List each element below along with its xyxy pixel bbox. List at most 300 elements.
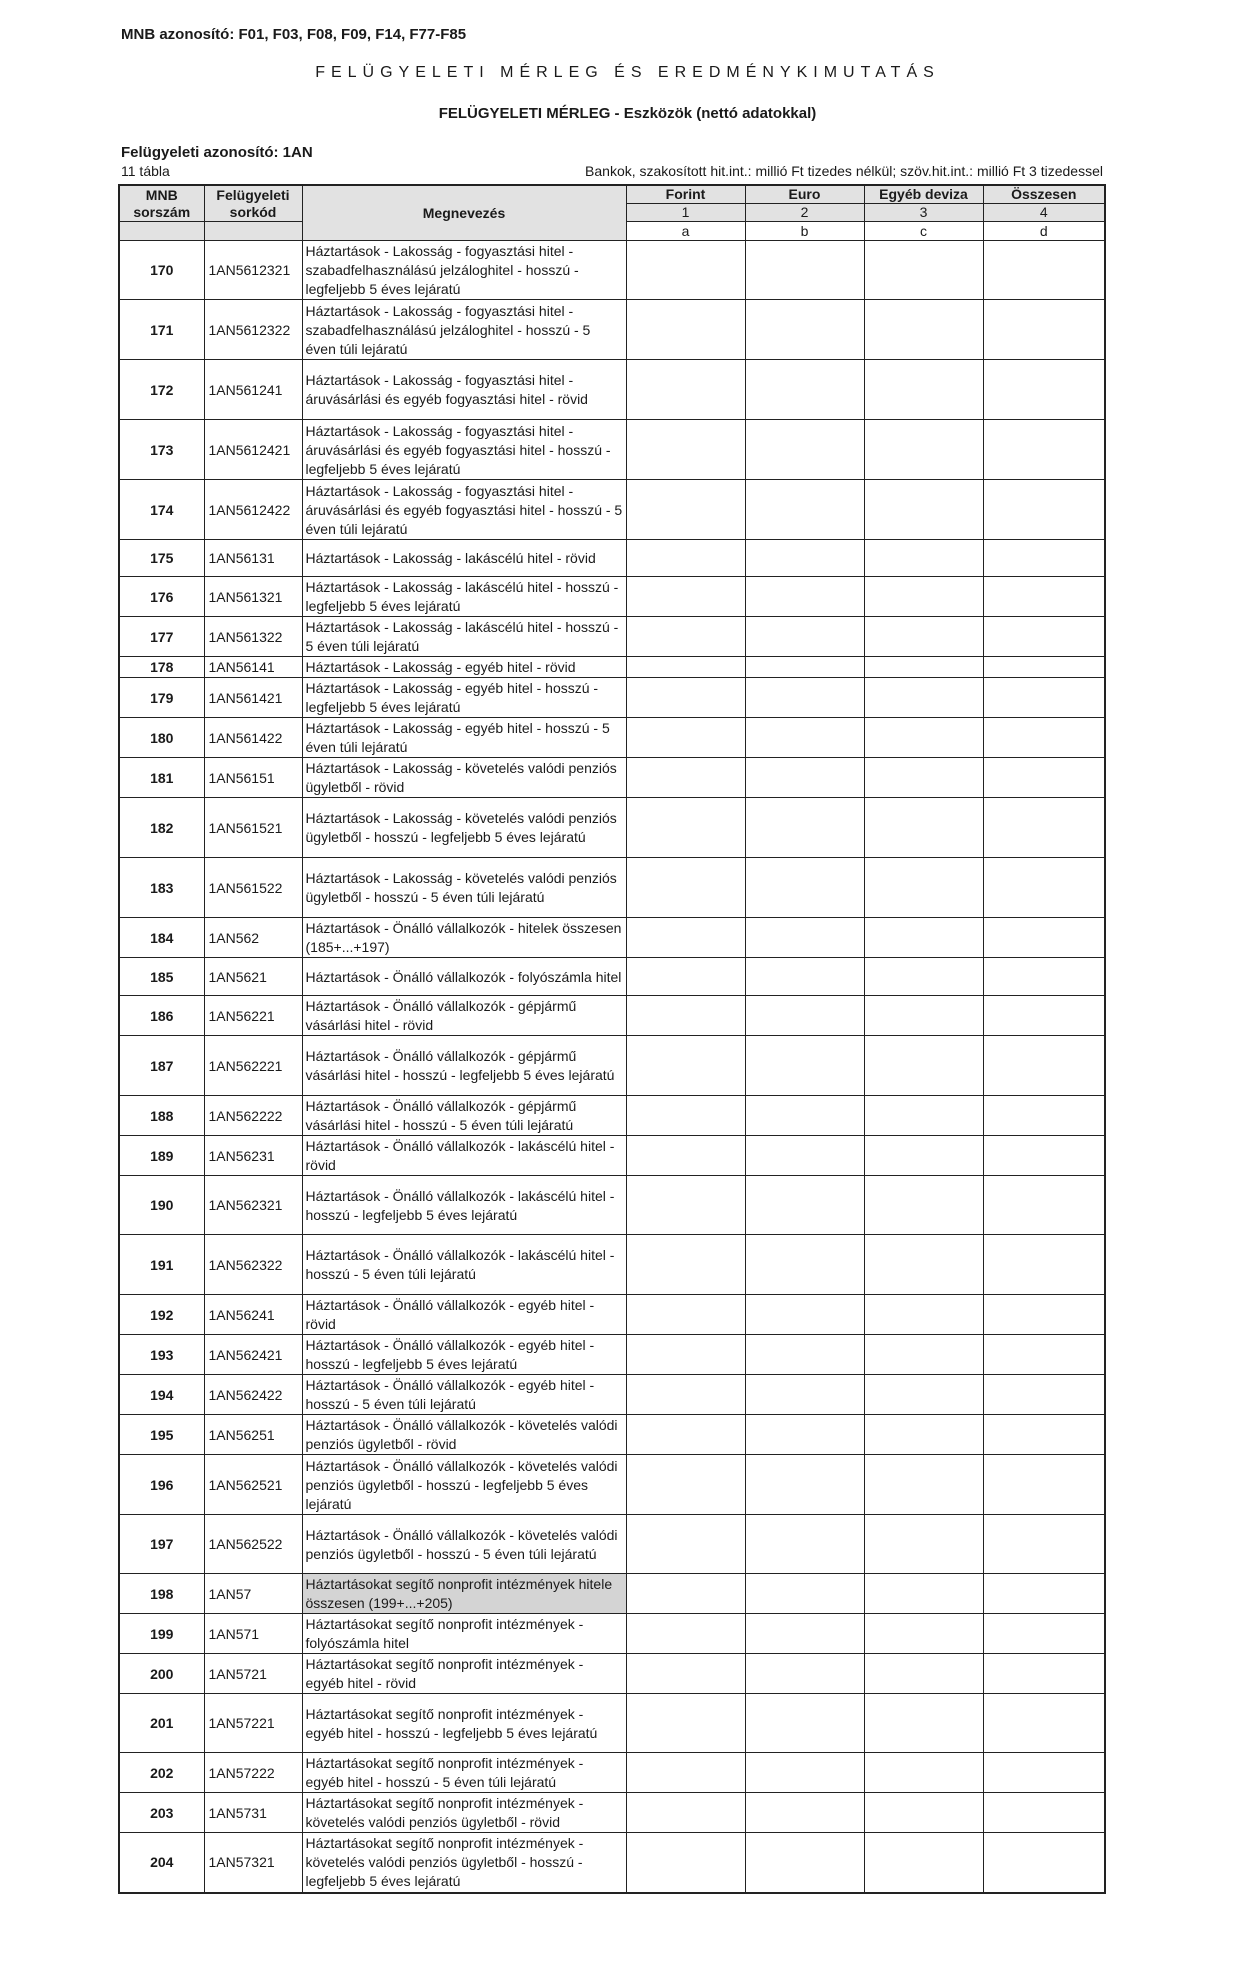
- table-row: [119, 996, 1105, 1036]
- row-sorszam: 192: [119, 1295, 204, 1335]
- row-sorkod: 1AN56151: [204, 758, 302, 798]
- row-megnevezes: Háztartásokat segítő nonprofit intézmények - egyéb hitel - hosszú - legfeljebb 5 éves lejáratú: [302, 1694, 626, 1753]
- header-num-2: 2: [745, 204, 864, 222]
- row-value-osszesen: [983, 1335, 1105, 1375]
- row-sorszam: 197: [119, 1515, 204, 1574]
- row-value-euro: [745, 1176, 864, 1235]
- row-value-egyeb-deviza: [864, 1335, 983, 1375]
- header-letter-d: d: [983, 222, 1105, 241]
- header-megnevezes: Megnevezés: [302, 185, 626, 241]
- row-value-euro: [745, 918, 864, 958]
- row-value-osszesen: [983, 1574, 1105, 1614]
- row-value-osszesen: [983, 1654, 1105, 1694]
- row-value-osszesen: [983, 996, 1105, 1036]
- row-sorszam: 170: [119, 241, 204, 300]
- row-value-euro: [745, 360, 864, 420]
- table-row: [119, 858, 1105, 918]
- row-value-forint: [626, 678, 745, 718]
- row-sorszam: 194: [119, 1375, 204, 1415]
- row-value-forint: [626, 300, 745, 360]
- row-sorszam: 182: [119, 798, 204, 858]
- row-value-egyeb-deviza: [864, 1614, 983, 1654]
- table-row: [119, 1415, 1105, 1455]
- row-megnevezes: Háztartásokat segítő nonprofit intézmények - követelés valódi penziós ügyletből - hosszú - legfeljebb 5 éves lejáratú: [302, 1833, 626, 1893]
- row-value-euro: [745, 858, 864, 918]
- row-value-euro: [745, 1335, 864, 1375]
- header-letter-c: c: [864, 222, 983, 241]
- row-value-osszesen: [983, 1295, 1105, 1335]
- row-value-osszesen: [983, 1235, 1105, 1295]
- row-value-egyeb-deviza: [864, 1793, 983, 1833]
- table-row: [119, 1036, 1105, 1096]
- row-sorszam: 189: [119, 1136, 204, 1176]
- row-megnevezes: Háztartások - Önálló vállalkozók - egyéb hitel - rövid: [302, 1295, 626, 1335]
- table-row: [119, 1614, 1105, 1654]
- row-megnevezes: Háztartások - Önálló vállalkozók - hitelek összesen (185+...+197): [302, 918, 626, 958]
- row-sorkod: 1AN561321: [204, 577, 302, 617]
- header-num-3: 3: [864, 204, 983, 222]
- row-value-euro: [745, 1375, 864, 1415]
- row-value-egyeb-deviza: [864, 758, 983, 798]
- row-sorszam: 202: [119, 1753, 204, 1793]
- row-sorkod: 1AN57: [204, 1574, 302, 1614]
- row-value-euro: [745, 798, 864, 858]
- row-value-euro: [745, 577, 864, 617]
- header-euro: Euro: [745, 185, 864, 204]
- units-note: Bankok, szakosított hit.int.: millió Ft tizedes nélkül; szöv.hit.int.: millió Ft 3 tizedessel: [585, 163, 1103, 179]
- row-sorkod: 1AN561522: [204, 858, 302, 918]
- row-sorszam: 198: [119, 1574, 204, 1614]
- row-megnevezes: Háztartásokat segítő nonprofit intézmények - egyéb hitel - rövid: [302, 1654, 626, 1694]
- row-value-euro: [745, 678, 864, 718]
- row-value-egyeb-deviza: [864, 1415, 983, 1455]
- row-value-osszesen: [983, 1415, 1105, 1455]
- row-megnevezes: Háztartások - Önálló vállalkozók - gépjármű vásárlási hitel - hosszú - 5 éven túli lejáratú: [302, 1096, 626, 1136]
- table-row: [119, 1793, 1105, 1833]
- row-value-osszesen: [983, 858, 1105, 918]
- row-megnevezes: Háztartások - Lakosság - lakáscélú hitel - rövid: [302, 540, 626, 577]
- row-sorkod: 1AN561421: [204, 678, 302, 718]
- row-value-egyeb-deviza: [864, 1694, 983, 1753]
- table-row: [119, 1096, 1105, 1136]
- row-megnevezes: Háztartások - Lakosság - követelés valódi penziós ügyletből - hosszú - 5 éven túli lejáratú: [302, 858, 626, 918]
- row-sorszam: 190: [119, 1176, 204, 1235]
- row-megnevezes: Háztartások - Önálló vállalkozók - lakáscélú hitel - hosszú - legfeljebb 5 éves lejáratú: [302, 1176, 626, 1235]
- row-megnevezes: Háztartások - Lakosság - követelés valódi penziós ügyletből - hosszú - legfeljebb 5 éves lejáratú: [302, 798, 626, 858]
- row-sorkod: 1AN571: [204, 1614, 302, 1654]
- row-value-osszesen: [983, 420, 1105, 480]
- header-mnb-sorszam: MNB sorszám: [119, 185, 204, 222]
- row-sorkod: 1AN56251: [204, 1415, 302, 1455]
- row-sorkod: 1AN5731: [204, 1793, 302, 1833]
- row-value-forint: [626, 617, 745, 657]
- row-sorszam: 186: [119, 996, 204, 1036]
- row-sorszam: 203: [119, 1793, 204, 1833]
- row-sorszam: 180: [119, 718, 204, 758]
- header-letter-a: a: [626, 222, 745, 241]
- table-row: [119, 657, 1105, 678]
- row-value-egyeb-deviza: [864, 540, 983, 577]
- table-row: [119, 1515, 1105, 1574]
- row-sorszam: 184: [119, 918, 204, 958]
- row-megnevezes: Háztartások - Önálló vállalkozók - követelés valódi penziós ügyletből - hosszú - 5 éven túli lejáratú: [302, 1515, 626, 1574]
- row-megnevezes: Háztartások - Lakosság - fogyasztási hitel - áruvásárlási és egyéb fogyasztási hitel - hosszú - 5 éven túli lejáratú: [302, 480, 626, 540]
- row-value-forint: [626, 1694, 745, 1753]
- row-value-osszesen: [983, 1136, 1105, 1176]
- header-egyeb-deviza: Egyéb deviza: [864, 185, 983, 204]
- row-value-egyeb-deviza: [864, 1235, 983, 1295]
- row-value-egyeb-deviza: [864, 480, 983, 540]
- table-row: [119, 1694, 1105, 1753]
- row-sorkod: 1AN562321: [204, 1176, 302, 1235]
- row-value-forint: [626, 1833, 745, 1893]
- row-sorkod: 1AN56231: [204, 1136, 302, 1176]
- row-sorszam: 172: [119, 360, 204, 420]
- row-value-forint: [626, 1335, 745, 1375]
- row-megnevezes: Háztartásokat segítő nonprofit intézmények - folyószámla hitel: [302, 1614, 626, 1654]
- row-sorkod: 1AN57222: [204, 1753, 302, 1793]
- row-megnevezes: Háztartások - Lakosság - egyéb hitel - hosszú - legfeljebb 5 éves lejáratú: [302, 678, 626, 718]
- row-value-egyeb-deviza: [864, 577, 983, 617]
- row-value-forint: [626, 1136, 745, 1176]
- row-value-euro: [745, 1793, 864, 1833]
- row-sorszam: 176: [119, 577, 204, 617]
- header-letter-b: b: [745, 222, 864, 241]
- row-value-osszesen: [983, 1176, 1105, 1235]
- row-value-egyeb-deviza: [864, 420, 983, 480]
- row-sorszam: 200: [119, 1654, 204, 1694]
- row-megnevezes: Háztartásokat segítő nonprofit intézmények - követelés valódi penziós ügyletből - rövid: [302, 1793, 626, 1833]
- row-value-forint: [626, 1295, 745, 1335]
- row-value-forint: [626, 1574, 745, 1614]
- row-sorkod: 1AN562522: [204, 1515, 302, 1574]
- row-value-egyeb-deviza: [864, 718, 983, 758]
- row-value-euro: [745, 617, 864, 657]
- row-megnevezes: Háztartások - Lakosság - lakáscélú hitel - hosszú - legfeljebb 5 éves lejáratú: [302, 577, 626, 617]
- row-sorszam: 199: [119, 1614, 204, 1654]
- row-value-forint: [626, 1515, 745, 1574]
- row-sorszam: 175: [119, 540, 204, 577]
- row-value-forint: [626, 758, 745, 798]
- row-value-forint: [626, 1036, 745, 1096]
- row-value-forint: [626, 540, 745, 577]
- table-row: [119, 241, 1105, 300]
- row-sorkod: 1AN57221: [204, 1694, 302, 1753]
- row-value-egyeb-deviza: [864, 1455, 983, 1515]
- table-row: [119, 577, 1105, 617]
- header-blank-b: [204, 222, 302, 241]
- row-value-forint: [626, 1235, 745, 1295]
- row-value-euro: [745, 300, 864, 360]
- row-value-osszesen: [983, 1614, 1105, 1654]
- row-value-forint: [626, 858, 745, 918]
- row-value-osszesen: [983, 577, 1105, 617]
- table-row: [119, 300, 1105, 360]
- table-row: [119, 798, 1105, 858]
- row-sorszam: 171: [119, 300, 204, 360]
- row-value-euro: [745, 420, 864, 480]
- row-megnevezes: Háztartások - Önálló vállalkozók - folyószámla hitel: [302, 958, 626, 996]
- row-value-forint: [626, 577, 745, 617]
- table-row: [119, 1176, 1105, 1235]
- row-sorszam: 183: [119, 858, 204, 918]
- row-value-forint: [626, 420, 745, 480]
- row-value-egyeb-deviza: [864, 657, 983, 678]
- supervisory-identifier: Felügyeleti azonosító: 1AN: [121, 144, 313, 161]
- row-value-euro: [745, 996, 864, 1036]
- page-subtitle: FELÜGYELETI MÉRLEG - Eszközök (nettó adatokkal): [438, 105, 817, 122]
- row-sorszam: 191: [119, 1235, 204, 1295]
- row-sorszam: 196: [119, 1455, 204, 1515]
- row-megnevezes: Háztartások - Lakosság - fogyasztási hitel - szabadfelhasználású jelzáloghitel - hosszú - legfeljebb 5 éves lejáratú: [302, 241, 626, 300]
- page-title: FELÜGYELETI MÉRLEG ÉS EREDMÉNYKIMUTATÁS: [315, 64, 940, 81]
- row-value-osszesen: [983, 1753, 1105, 1793]
- row-value-euro: [745, 1415, 864, 1455]
- row-value-forint: [626, 718, 745, 758]
- row-value-euro: [745, 718, 864, 758]
- row-value-osszesen: [983, 718, 1105, 758]
- table-row: [119, 758, 1105, 798]
- row-megnevezes: Háztartások - Önálló vállalkozók - egyéb hitel - hosszú - 5 éven túli lejáratú: [302, 1375, 626, 1415]
- row-value-osszesen: [983, 1096, 1105, 1136]
- row-value-osszesen: [983, 1833, 1105, 1893]
- row-megnevezes: Háztartásokat segítő nonprofit intézmények - egyéb hitel - hosszú - 5 éven túli lejáratú: [302, 1753, 626, 1793]
- table-row: [119, 1753, 1105, 1793]
- row-megnevezes: Háztartások - Lakosság - lakáscélú hitel - hosszú - 5 éven túli lejáratú: [302, 617, 626, 657]
- row-value-egyeb-deviza: [864, 958, 983, 996]
- row-value-osszesen: [983, 1036, 1105, 1096]
- row-megnevezes: Háztartások - Lakosság - egyéb hitel - hosszú - 5 éven túli lejáratú: [302, 718, 626, 758]
- row-value-osszesen: [983, 1455, 1105, 1515]
- row-megnevezes: Háztartások - Önálló vállalkozók - követelés valódi penziós ügyletből - hosszú - legfeljebb 5 éves lejáratú: [302, 1455, 626, 1515]
- row-sorkod: 1AN562221: [204, 1036, 302, 1096]
- row-value-egyeb-deviza: [864, 1176, 983, 1235]
- row-value-osszesen: [983, 1515, 1105, 1574]
- row-value-forint: [626, 360, 745, 420]
- row-sorkod: 1AN5621: [204, 958, 302, 996]
- table-row: [119, 480, 1105, 540]
- row-megnevezes: Háztartások - Önálló vállalkozók - gépjármű vásárlási hitel - rövid: [302, 996, 626, 1036]
- row-value-osszesen: [983, 657, 1105, 678]
- row-value-euro: [745, 1455, 864, 1515]
- row-sorkod: 1AN56141: [204, 657, 302, 678]
- row-megnevezes: Háztartások - Önálló vállalkozók - egyéb hitel - hosszú - legfeljebb 5 éves lejáratú: [302, 1335, 626, 1375]
- row-value-euro: [745, 1694, 864, 1753]
- row-value-egyeb-deviza: [864, 798, 983, 858]
- header-sorkod: Felügyeleti sorkód: [204, 185, 302, 222]
- row-value-egyeb-deviza: [864, 678, 983, 718]
- table-row: [119, 1574, 1105, 1614]
- table-row: [119, 360, 1105, 420]
- row-value-euro: [745, 758, 864, 798]
- row-sorkod: 1AN562322: [204, 1235, 302, 1295]
- row-value-osszesen: [983, 480, 1105, 540]
- header-num-1: 1: [626, 204, 745, 222]
- header-blank-a: [119, 222, 204, 241]
- row-value-egyeb-deviza: [864, 1136, 983, 1176]
- row-value-euro: [745, 958, 864, 996]
- row-value-euro: [745, 1096, 864, 1136]
- row-value-osszesen: [983, 540, 1105, 577]
- row-value-egyeb-deviza: [864, 1375, 983, 1415]
- row-value-egyeb-deviza: [864, 918, 983, 958]
- row-megnevezes: Háztartásokat segítő nonprofit intézmények hitele összesen (199+...+205): [302, 1574, 626, 1614]
- row-value-forint: [626, 1614, 745, 1654]
- mnb-identifier: MNB azonosító: F01, F03, F08, F09, F14, F77-F85: [121, 26, 467, 43]
- row-sorkod: 1AN5612422: [204, 480, 302, 540]
- row-value-osszesen: [983, 798, 1105, 858]
- row-value-euro: [745, 1235, 864, 1295]
- row-sorszam: 187: [119, 1036, 204, 1096]
- row-value-euro: [745, 1036, 864, 1096]
- table-row: [119, 1295, 1105, 1335]
- row-value-osszesen: [983, 958, 1105, 996]
- row-sorkod: 1AN562: [204, 918, 302, 958]
- row-value-forint: [626, 1455, 745, 1515]
- row-value-forint: [626, 958, 745, 996]
- row-sorkod: 1AN5612421: [204, 420, 302, 480]
- row-value-forint: [626, 1793, 745, 1833]
- row-value-egyeb-deviza: [864, 1096, 983, 1136]
- row-value-egyeb-deviza: [864, 1833, 983, 1893]
- header-forint: Forint: [626, 185, 745, 204]
- table-row: [119, 718, 1105, 758]
- row-value-osszesen: [983, 1793, 1105, 1833]
- row-value-euro: [745, 657, 864, 678]
- row-sorszam: 178: [119, 657, 204, 678]
- row-sorkod: 1AN561521: [204, 798, 302, 858]
- row-megnevezes: Háztartások - Lakosság - fogyasztási hitel - áruvásárlási és egyéb fogyasztási hitel - rövid: [302, 360, 626, 420]
- table-row: [119, 1654, 1105, 1694]
- row-sorszam: 185: [119, 958, 204, 996]
- row-sorkod: 1AN5612321: [204, 241, 302, 300]
- row-sorkod: 1AN57321: [204, 1833, 302, 1893]
- row-value-egyeb-deviza: [864, 1574, 983, 1614]
- row-value-forint: [626, 241, 745, 300]
- balance-sheet-table: [118, 184, 1106, 1894]
- row-sorkod: 1AN56131: [204, 540, 302, 577]
- row-sorkod: 1AN561241: [204, 360, 302, 420]
- row-value-euro: [745, 1614, 864, 1654]
- row-value-egyeb-deviza: [864, 858, 983, 918]
- row-value-euro: [745, 1136, 864, 1176]
- row-value-osszesen: [983, 1694, 1105, 1753]
- row-sorszam: 179: [119, 678, 204, 718]
- row-value-euro: [745, 1753, 864, 1793]
- table-row: [119, 1335, 1105, 1375]
- row-value-forint: [626, 1375, 745, 1415]
- row-value-osszesen: [983, 758, 1105, 798]
- row-sorszam: 177: [119, 617, 204, 657]
- row-megnevezes: Háztartások - Önálló vállalkozók - lakáscélú hitel - rövid: [302, 1136, 626, 1176]
- row-value-euro: [745, 540, 864, 577]
- row-sorkod: 1AN56241: [204, 1295, 302, 1335]
- row-value-forint: [626, 657, 745, 678]
- row-value-euro: [745, 1515, 864, 1574]
- row-sorkod: 1AN562222: [204, 1096, 302, 1136]
- row-value-euro: [745, 1833, 864, 1893]
- row-value-osszesen: [983, 1375, 1105, 1415]
- row-value-forint: [626, 798, 745, 858]
- table-body: [119, 241, 1105, 1893]
- row-value-egyeb-deviza: [864, 1515, 983, 1574]
- row-sorszam: 173: [119, 420, 204, 480]
- row-sorszam: 195: [119, 1415, 204, 1455]
- row-value-forint: [626, 1096, 745, 1136]
- table-row: [119, 958, 1105, 996]
- row-value-osszesen: [983, 617, 1105, 657]
- row-value-egyeb-deviza: [864, 1295, 983, 1335]
- table-number: 11 tábla: [121, 163, 170, 179]
- row-sorkod: 1AN5612322: [204, 300, 302, 360]
- row-value-egyeb-deviza: [864, 617, 983, 657]
- table-row: [119, 918, 1105, 958]
- row-value-forint: [626, 1415, 745, 1455]
- table-row: [119, 678, 1105, 718]
- row-megnevezes: Háztartások - Önálló vállalkozók - követelés valódi penziós ügyletből - rövid: [302, 1415, 626, 1455]
- row-value-forint: [626, 918, 745, 958]
- row-megnevezes: Háztartások - Lakosság - fogyasztási hitel - szabadfelhasználású jelzáloghitel - hosszú - 5 éven túli lejáratú: [302, 300, 626, 360]
- row-megnevezes: Háztartások - Lakosság - követelés valódi penziós ügyletből - rövid: [302, 758, 626, 798]
- row-value-osszesen: [983, 678, 1105, 718]
- header-num-4: 4: [983, 204, 1105, 222]
- row-value-egyeb-deviza: [864, 1036, 983, 1096]
- row-value-osszesen: [983, 241, 1105, 300]
- row-value-egyeb-deviza: [864, 996, 983, 1036]
- row-value-euro: [745, 241, 864, 300]
- row-sorszam: 181: [119, 758, 204, 798]
- row-sorkod: 1AN561322: [204, 617, 302, 657]
- row-sorkod: 1AN562421: [204, 1335, 302, 1375]
- table-row: [119, 617, 1105, 657]
- row-sorkod: 1AN5721: [204, 1654, 302, 1694]
- row-value-forint: [626, 996, 745, 1036]
- row-sorszam: 188: [119, 1096, 204, 1136]
- row-value-forint: [626, 480, 745, 540]
- row-sorszam: 204: [119, 1833, 204, 1893]
- row-value-forint: [626, 1176, 745, 1235]
- row-megnevezes: Háztartások - Önálló vállalkozók - lakáscélú hitel - hosszú - 5 éven túli lejáratú: [302, 1235, 626, 1295]
- header-osszesen: Összesen: [983, 185, 1105, 204]
- row-value-egyeb-deviza: [864, 241, 983, 300]
- row-value-forint: [626, 1654, 745, 1694]
- row-value-osszesen: [983, 360, 1105, 420]
- table-row: [119, 1455, 1105, 1515]
- table-row: [119, 1235, 1105, 1295]
- row-value-osszesen: [983, 300, 1105, 360]
- row-megnevezes: Háztartások - Lakosság - fogyasztási hitel - áruvásárlási és egyéb fogyasztási hitel - hosszú - legfeljebb 5 éves lejáratú: [302, 420, 626, 480]
- table-row: [119, 540, 1105, 577]
- row-value-euro: [745, 1574, 864, 1614]
- row-value-euro: [745, 1654, 864, 1694]
- table-row: [119, 1375, 1105, 1415]
- row-value-egyeb-deviza: [864, 360, 983, 420]
- row-megnevezes: Háztartások - Önálló vállalkozók - gépjármű vásárlási hitel - hosszú - legfeljebb 5 éves lejáratú: [302, 1036, 626, 1096]
- row-value-egyeb-deviza: [864, 1654, 983, 1694]
- row-value-osszesen: [983, 918, 1105, 958]
- row-sorkod: 1AN56221: [204, 996, 302, 1036]
- table-row: [119, 420, 1105, 480]
- row-sorszam: 193: [119, 1335, 204, 1375]
- row-value-egyeb-deviza: [864, 1753, 983, 1793]
- table-row: [119, 1833, 1105, 1893]
- row-sorkod: 1AN562422: [204, 1375, 302, 1415]
- table-row: [119, 1136, 1105, 1176]
- row-megnevezes: Háztartások - Lakosság - egyéb hitel - rövid: [302, 657, 626, 678]
- row-sorszam: 201: [119, 1694, 204, 1753]
- row-value-euro: [745, 1295, 864, 1335]
- row-sorszam: 174: [119, 480, 204, 540]
